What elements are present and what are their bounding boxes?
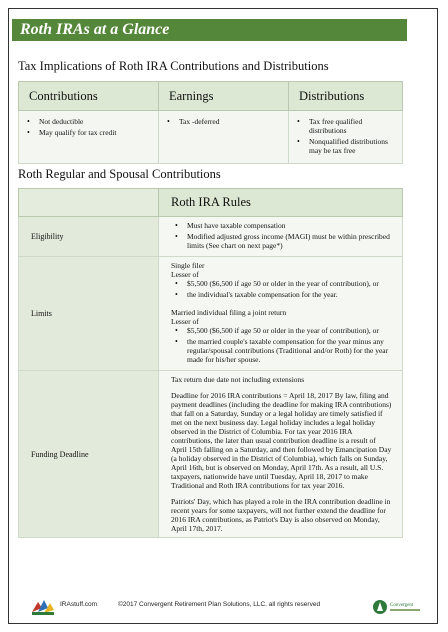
list-item: • Tax -deferred [163,117,284,126]
footer-site: IRAstuff.com [60,601,98,608]
page-title: Roth IRAs at a Glance [12,19,407,41]
married-sub: Lesser of [171,317,199,326]
eligibility-cell [159,217,403,257]
single-filer-sub: Lesser of [171,270,199,279]
contributions-cell [19,111,159,164]
limits-label: Limits [19,257,159,371]
funding-heading: Tax return due date not including extensions [171,375,305,384]
earnings-header: Earnings [159,82,289,111]
earnings-cell [159,111,289,164]
convergent-logo-icon [372,597,422,617]
single-filer-heading: Single filer [171,261,205,270]
list-item: • Tax free qualified distributions [293,117,398,135]
blank-header [19,189,159,217]
list-item: • May qualify for tax credit [23,128,154,137]
funding-deadline-cell [159,371,403,538]
section1-heading: Tax Implications of Roth IRA Contributions and Distributions [18,59,329,73]
list-item: • $5,500 ($6,500 if age 50 or older in the year of contribution), or [171,279,392,288]
funding-paragraph-2: Patriots' Day, which has played a role in the IRA contribution deadline in recent years for some taxpayers, will not further extend the deadline for 2016 IRA contributions, as Patriot's Day is also observed on Monday, April 17th, 2017. [171,497,391,533]
distributions-cell [289,111,403,164]
list-item: • Modified adjusted gross income (MAGI) must be within prescribed limits (See chart on next page*) [171,232,392,250]
irastuff-logo-icon [30,598,56,616]
roth-rules-header: Roth IRA Rules [159,189,403,217]
list-item: • Not deductible [23,117,154,126]
footer-copyright: ©2017 Convergent Retirement Plan Solutions, LLC. all rights reserved [118,601,321,608]
eligibility-label: Eligibility [19,217,159,257]
funding-deadline-label: Funding Deadline [19,371,159,538]
roth-rules-table [18,188,403,538]
tax-implications-table [18,81,403,164]
list-item: • Nonqualified distributions may be tax free [293,137,398,155]
list-item: • the married couple's taxable compensation for the year minus any regular/spousal contributions (Traditional and/or Roth) for the year made for his/her spouse. [171,337,392,364]
distributions-header: Distributions [289,82,403,111]
married-heading: Married individual filing a joint return [171,308,287,317]
limits-cell [159,257,403,371]
funding-paragraph-1: Deadline for 2016 IRA contributions = April 18, 2017 By law, filing and payment deadlines (including the deadline for making IRA contributions) that fall on a Saturday, Sunday or a legal holiday are timely satisfied if met on the next business day. Legal holiday includes a legal holiday observed in the District of Columbia. For tax year 2016 IRA contributions, the later than usual contribution deadline is a result of April 15th falling on a Saturday, and then followed by Emancipation Day (a holiday observed in the District of Columbia), which falls on Sunday, April 16th, but is observed on Monday, April 17th. As a result, all U.S. taxpayers, nationwide have until Tuesday, April 18, 2017 to make Traditional and Roth IRA contributions for tax year 2016. [171,391,392,490]
list-item: • the individual's taxable compensation for the year. [171,290,392,299]
list-item: • Must have taxable compensation [171,221,392,230]
section2-heading: Roth Regular and Spousal Contributions [18,167,221,181]
contributions-header: Contributions [19,82,159,111]
list-item: • $5,500 ($6,500 if age 50 or older in the year of contribution), or [171,326,392,335]
convergent-logo-text: Convergent [390,603,414,608]
